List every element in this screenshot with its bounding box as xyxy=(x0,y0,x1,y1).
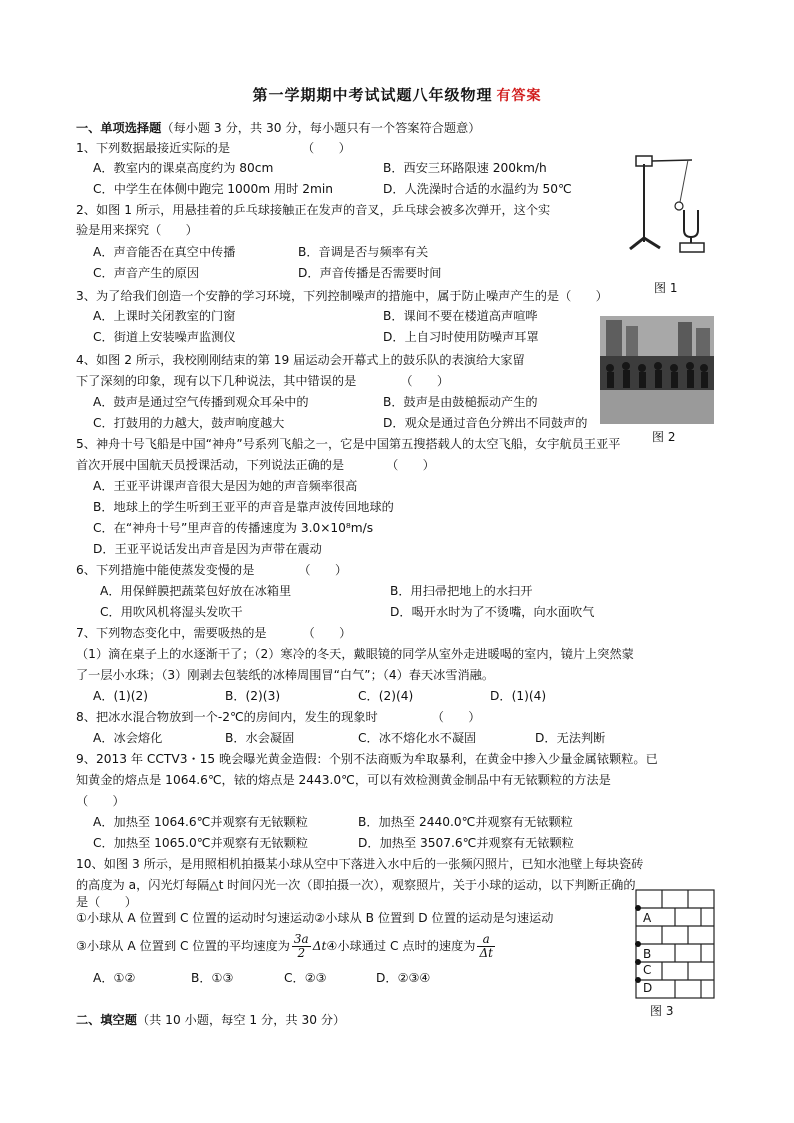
q2-option-b: B．音调是否与频率有关 xyxy=(298,245,429,259)
q10-option-d: D．②③④ xyxy=(376,971,431,985)
q4-stem-2-line xyxy=(76,373,449,390)
q7-line-2: 了一层小水珠；（3）刚剥去包装纸的冰棒周围冒“白气”；（4）春天冰雪消融。 xyxy=(76,668,495,682)
figure-3-label-b: B xyxy=(643,947,652,961)
q10-option-b: B．①③ xyxy=(191,971,234,985)
q4-paren: （ ） xyxy=(400,374,450,388)
q3-option-b: B．课间不要在楼道高声喧哗 xyxy=(383,309,538,323)
q5-option-d: D．王亚平说话发出声音是因为声带在震动 xyxy=(93,542,322,556)
q10-s3-text: ③小球从 A 位置到 C 位置的平均速度为 xyxy=(76,939,290,953)
q6-stem-line xyxy=(76,562,347,579)
page-title xyxy=(0,84,794,105)
q4-option-b: B．鼓声是由鼓槌振动产生的 xyxy=(383,395,538,409)
figure-3-label-d: D xyxy=(643,981,653,995)
figure-1-tuning-fork-illustration xyxy=(622,150,722,262)
q10-stem-3: 是（ ） xyxy=(76,895,137,909)
q3-option-a: A．上课时关闭教室的门窗 xyxy=(93,309,236,323)
title-main: 第一学期期中考试试题八年级物理 xyxy=(252,86,493,104)
q2-option-d: D．声音传播是否需要时间 xyxy=(298,266,442,280)
q10-s3-numerator: 3a xyxy=(293,932,309,946)
q5-paren: （ ） xyxy=(386,458,435,472)
q9-stem-3: （ ） xyxy=(76,794,125,808)
q7-option-a: A．(1)(2) xyxy=(93,689,149,703)
q5-stem-2: 首次开展中国航天员授课活动，下列说法正确的是 xyxy=(76,458,345,472)
q2-stem-2: 验是用来探究（ ） xyxy=(76,223,198,237)
q2-option-c: C．声音产生的原因 xyxy=(93,266,200,280)
q8-option-b: B．水会凝固 xyxy=(225,731,295,745)
q7-stem: 7、下列物态变化中，需要吸热的是 xyxy=(76,626,267,640)
q6-paren: （ ） xyxy=(298,563,348,577)
q10-statements-3-4 xyxy=(76,931,497,961)
q3-option-c: C．街道上安装噪声监测仪 xyxy=(93,330,236,344)
q10-statements-1-2: ①小球从 A 位置到 C 位置的运动时匀速运动②小球从 B 位置到 D 位置的运动是匀速运动 xyxy=(76,911,554,925)
section1-heading-line xyxy=(76,120,480,137)
q7-option-c: C．(2)(4) xyxy=(358,689,414,703)
q6-option-a: A．用保鲜膜把蔬菜包好放在冰箱里 xyxy=(100,584,292,598)
q6-option-d: D．喝开水时为了不烫嘴，向水面吹气 xyxy=(390,605,595,619)
q10-s4-text: ④小球通过 C 点时的速度为 xyxy=(326,939,476,953)
q2-option-a: A．声音能否在真空中传播 xyxy=(93,245,236,259)
q9-option-d: D．加热至 3507.6℃并观察有无铱颗粒 xyxy=(358,836,574,850)
q5-option-b: B．地球上的学生听到王亚平的声音是靠声波传回地球的 xyxy=(93,500,394,514)
q3-stem: 3、为了给我们创造一个安静的学习环境，下列控制噪声的措施中，属于防止噪声产生的是（ ） xyxy=(76,289,608,303)
q4-option-c: C．打鼓用的力越大，鼓声响度越大 xyxy=(93,416,285,430)
section2-heading: 二、填空题 xyxy=(76,1013,137,1027)
q9-stem-2: 知黄金的熔点是 1064.6℃，铱的熔点是 2443.0℃，可以有效检测黄金制品中有无铱颗粒的方法是 xyxy=(76,773,611,787)
q4-stem-1: 4、如图 2 所示，我校刚刚结束的第 19 届运动会开幕式上的鼓乐队的表演给大家留 xyxy=(76,353,525,367)
figure-3-label-a: A xyxy=(643,911,652,925)
figure-3-tile-wall-diagram xyxy=(618,880,718,1000)
q1-stem: 1、下列数据最接近实际的是 xyxy=(76,141,231,155)
section1-note: （每小题 3 分，共 30 分，每小题只有一个答案符合题意） xyxy=(161,121,481,135)
q9-option-b: B．加热至 2440.0℃并观察有无铱颗粒 xyxy=(358,815,573,829)
q1-stem-line xyxy=(76,140,351,157)
q10-option-c: C．②③ xyxy=(284,971,327,985)
q1-option-c: C．中学生在体侧中跑完 1000m 用时 2min xyxy=(93,182,334,196)
q5-option-c: C．在“神舟十号”里声音的传播速度为 3.0×10⁸m/s xyxy=(93,521,374,535)
q1-option-d: D．人洗澡时合适的水温约为 50℃ xyxy=(383,182,572,196)
q3-option-d: D．上自习时使用防噪声耳罩 xyxy=(383,330,539,344)
q7-option-b: B．(2)(3) xyxy=(225,689,281,703)
figure-2-caption: 图 2 xyxy=(652,430,676,444)
q5-stem-2-line xyxy=(76,457,435,474)
q10-s3-delta-t: Δt xyxy=(312,939,327,953)
q8-stem-line xyxy=(76,709,480,726)
figure-3-label-c: C xyxy=(643,963,652,977)
q10-s4-denominator: Δt xyxy=(479,946,493,960)
q9-option-c: C．加热至 1065.0℃并观察有无铱颗粒 xyxy=(93,836,308,850)
q4-stem-2: 下了深刻的印象，现有以下几种说法，其中错误的是 xyxy=(76,374,357,388)
q8-option-a: A．冰会熔化 xyxy=(93,731,163,745)
q4-option-a: A．鼓声是通过空气传播到观众耳朵中的 xyxy=(93,395,309,409)
q5-stem-1: 5、神舟十号飞船是中国“神舟”号系列飞船之一，它是中国第五搜搭载人的太空飞船，女宇航员王亚平 xyxy=(76,437,621,451)
q7-stem-line xyxy=(76,625,351,642)
q6-option-b: B．用扫帚把地上的水扫开 xyxy=(390,584,533,598)
section2-heading-line xyxy=(76,1012,345,1029)
q10-stem-1: 10、如图 3 所示，是用照相机拍摄某小球从空中下落进入水中后的一张频闪照片，已知水池壁上每块瓷砖 xyxy=(76,857,644,871)
q10-s3-fraction xyxy=(292,933,311,960)
q9-stem-1: 9、2013 年 CCTV3・15 晚会曝光黄金造假：个别不法商贩为牟取暴利，在黄金中掺入少量金属铱颗粒。已 xyxy=(76,752,658,766)
section1-heading: 一、单项选择题 xyxy=(76,121,162,135)
q7-option-d: D．(1)(4) xyxy=(490,689,547,703)
q1-option-a: A．教室内的课桌高度约为 80cm xyxy=(93,161,274,175)
answer-tag: 有答案 xyxy=(496,88,542,104)
q10-stem-2: 的高度为 a，闪光灯每隔△t 时间闪光一次（即拍摄一次），观察照片，关于小球的运动，以下判断正确的 xyxy=(76,878,636,892)
figure-3-caption: 图 3 xyxy=(650,1004,674,1018)
figure-2-drum-band-photo xyxy=(600,316,714,424)
q7-paren: （ ） xyxy=(302,626,352,640)
q8-option-d: D．无法判断 xyxy=(535,731,606,745)
q8-option-c: C．冰不熔化水不凝固 xyxy=(358,731,477,745)
q2-stem-1: 2、如图 1 所示，用悬挂着的乒乓球接触正在发声的音叉，乒乓球会被多次弹开，这个实 xyxy=(76,203,551,217)
section2-note: （共 10 小题，每空 1 分，共 30 分） xyxy=(136,1013,346,1027)
q6-stem: 6、下列措施中能使蒸发变慢的是 xyxy=(76,563,255,577)
figure-1-caption: 图 1 xyxy=(654,281,678,295)
q10-s4-fraction xyxy=(477,933,495,960)
q10-s4-numerator: a xyxy=(477,933,495,947)
q10-option-a: A．①② xyxy=(93,971,136,985)
q1-option-b: B．西安三环路限速 200km/h xyxy=(383,161,547,175)
q1-paren: （ ） xyxy=(302,141,351,155)
q5-option-a: A．王亚平讲课声音很大是因为她的声音频率很高 xyxy=(93,479,358,493)
q8-paren: （ ） xyxy=(431,710,481,724)
q10-s3-denominator: 2 xyxy=(297,946,306,960)
q9-option-a: A．加热至 1064.6℃并观察有无铱颗粒 xyxy=(93,815,308,829)
q7-line-1: （1）滴在桌子上的水逐渐干了；（2）寒冷的冬天，戴眼镜的同学从室外走进暖喝的室内，镜片上突然蒙 xyxy=(76,647,634,661)
q8-stem: 8、把冰水混合物放到一个-2℃的房间内，发生的现象时 xyxy=(76,710,378,724)
q6-option-c: C．用吹风机将湿头发吹干 xyxy=(100,605,243,619)
q4-option-d: D．观众是通过音色分辨出不同鼓声的 xyxy=(383,416,588,430)
